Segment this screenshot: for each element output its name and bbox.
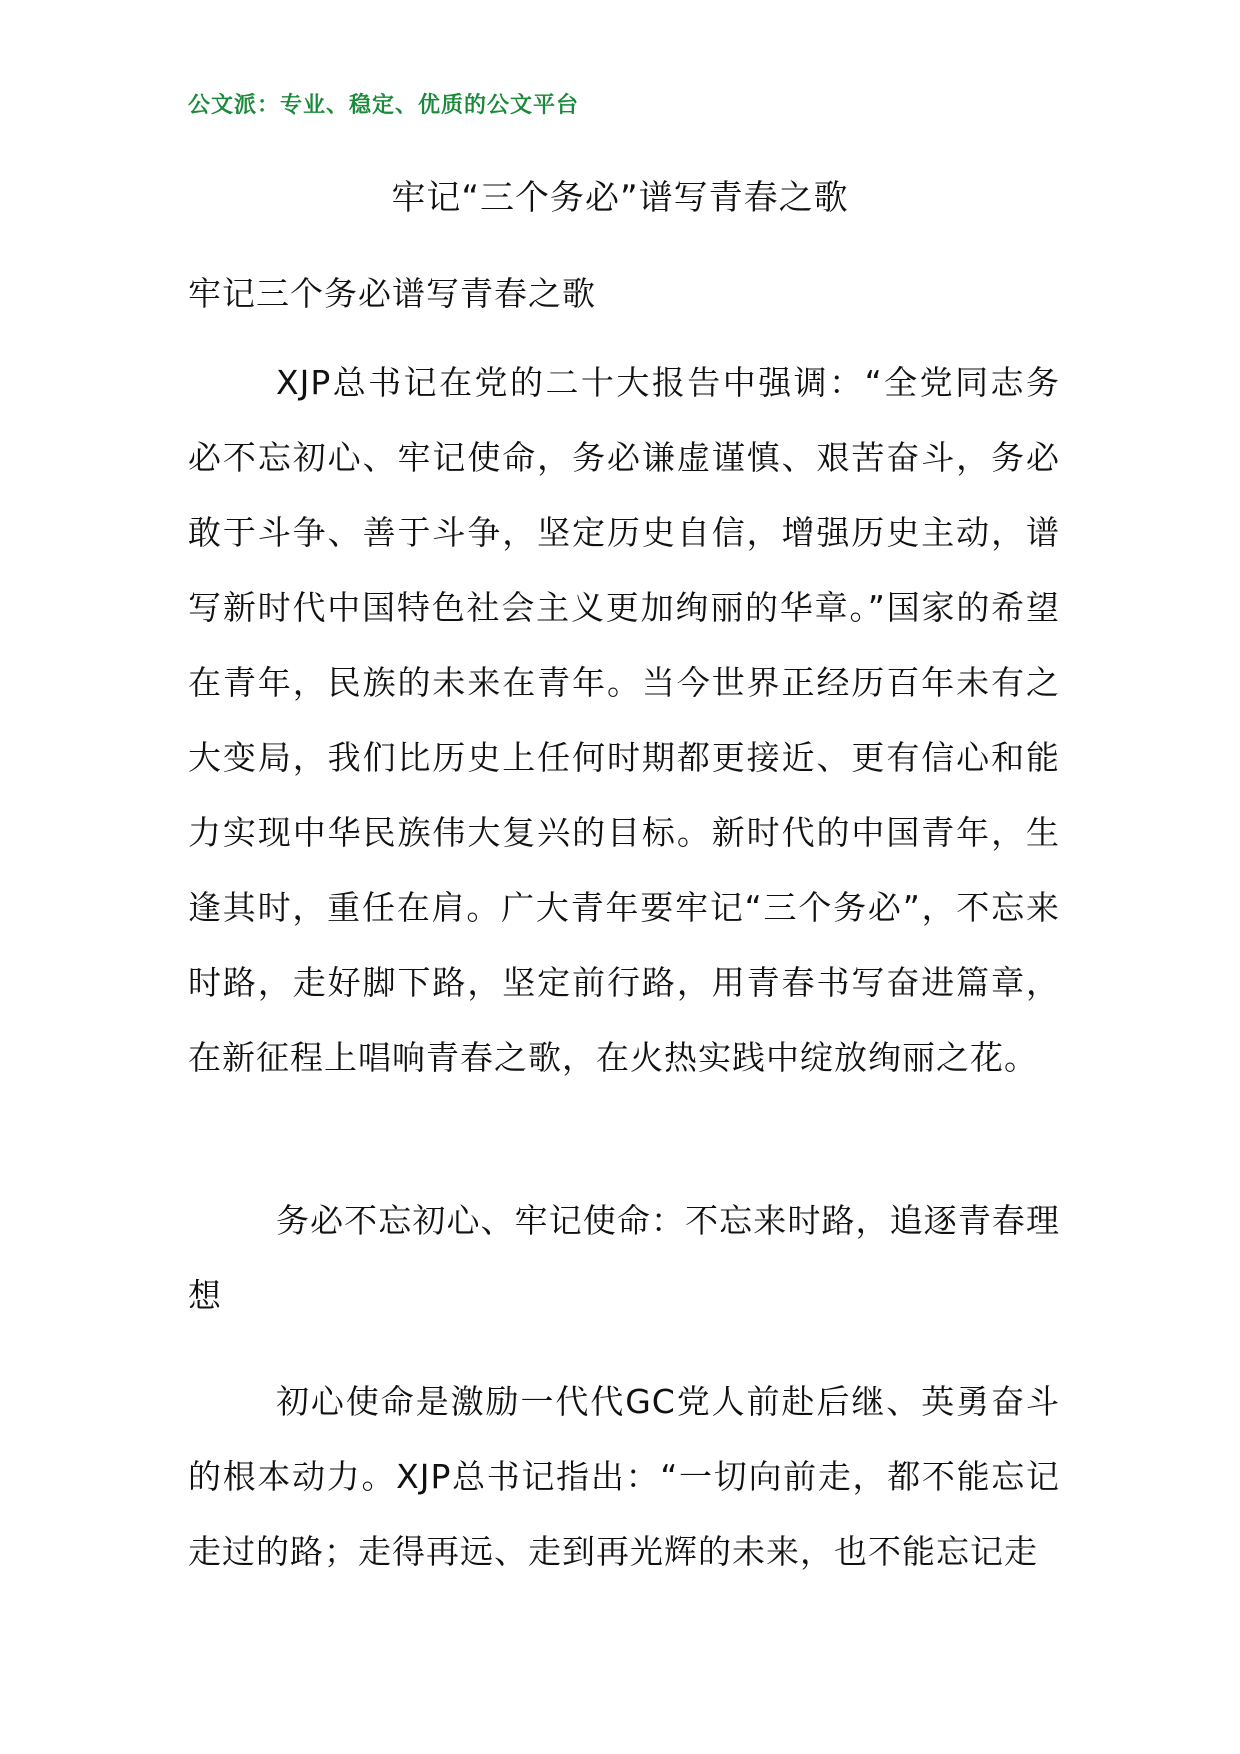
- paragraph-intro: XJP总书记在党的二十大报告中强调：“全党同志务必不忘初心、牢记使命，务必谦虚谨慎、艰苦奋斗，务必敢于斗争、善于斗争，坚定历史自信，增强历史主动，谱写新时代中国特色社会主义更加绚丽的华章。”国家的希望在青年，民族的未来在青年。当今世界正经历百年未有之大变局，我们比历史上任何时期都更接近、更有信心和能力实现中华民族伟大复兴的目标。新时代的中国青年，生逢其时，重任在肩。广大青年要牢记“三个务必”，不忘来时路，走好脚下路，坚定前行路，用青春书写奋进篇章，在新征程上唱响青春之歌，在火热实践中绽放绚丽之花。: [188, 363, 1060, 1077]
- document-title: 牢记“三个务必”谱写青春之歌: [391, 178, 849, 218]
- section-heading-1: 务必不忘初心、牢记使命：不忘来时路，追逐青春理想: [188, 1201, 1060, 1315]
- header-banner: 公文派：专业、稳定、优质的公文平台: [188, 92, 580, 118]
- paragraph-section-1: 初心使命是激励一代代GC党人前赴后继、英勇奋斗的根本动力。XJP总书记指出：“一切向前走，都不能忘记走过的路；走得再远、走到再光辉的未来，也不能忘记走: [188, 1382, 1060, 1571]
- document-subtitle: 牢记三个务必谱写青春之歌: [188, 274, 596, 313]
